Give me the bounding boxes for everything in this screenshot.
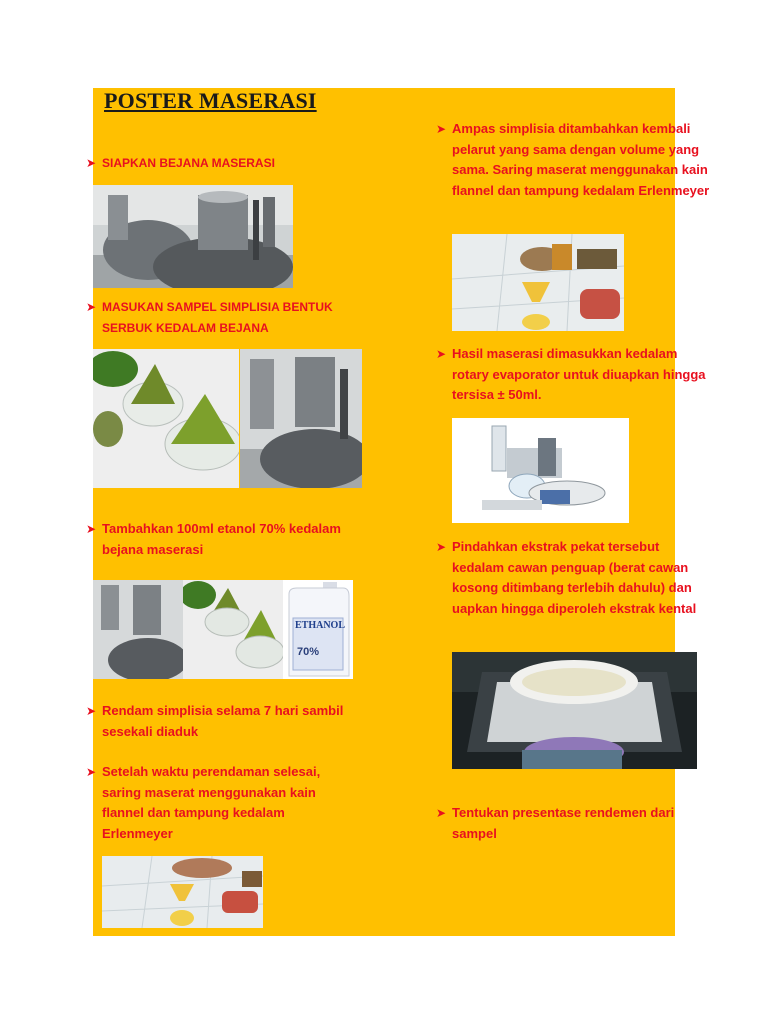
photo-rotary-evaporator [452, 418, 629, 523]
step-6 [436, 119, 720, 201]
ethanol-label-name: ETHANOL [295, 620, 346, 631]
step-2-text: MASUKAN SAMPEL SIMPLISIA BENTUK SERBUK KEDALAM BEJANA [102, 300, 333, 335]
step-3-text: Tambahkan 100ml etanol 70% kedalam bejana maserasi [102, 521, 341, 557]
step-2 [86, 297, 362, 338]
step-7 [436, 344, 714, 406]
photo-powder-2 [183, 580, 283, 679]
photo-vessel-2 [240, 349, 362, 488]
photo-ethanol-bottle [283, 580, 353, 679]
step-1 [86, 153, 302, 174]
step-4-text: Rendam simplisia selama 7 hari sambil sesekali diaduk [102, 703, 344, 739]
poster-title: POSTER MASERASI [104, 88, 317, 113]
step-9-text: Tentukan presentase rendemen dari sampel [452, 805, 675, 841]
step-8 [436, 537, 714, 619]
arrow-bullet-icon: ➤ [436, 347, 447, 361]
step-8-text: Pindahkan ekstrak pekat tersebut kedalam cawan penguap (berat cawan kosong ditimbang terlebih dahulu) dan uapkan hingga diperoleh ekstrak kental [452, 539, 697, 616]
step-4 [86, 701, 364, 742]
photo-vessel-3 [93, 580, 183, 679]
step-3 [86, 519, 364, 560]
arrow-bullet-icon: ➤ [436, 122, 447, 136]
photo-simplisia-powder [93, 349, 239, 488]
photo-filtering-right [452, 234, 624, 331]
arrow-bullet-icon: ➤ [86, 765, 97, 779]
ethanol-label-percent: 70% [297, 646, 320, 658]
step-5-text: Setelah waktu perendaman selesai, saring maserat menggunakan kain flannel dan tampung kedalam Erlenmeyer [102, 764, 321, 841]
photo-evaporating-dish [452, 652, 697, 769]
arrow-bullet-icon: ➤ [436, 806, 447, 820]
arrow-bullet-icon: ➤ [436, 540, 447, 554]
arrow-bullet-icon: ➤ [86, 300, 97, 314]
step-6-text: Ampas simplisia ditambahkan kembali pelarut yang sama dengan volume yang sama. Saring maserat menggunakan kain flannel dan tampung kedalam Erlenmeyer [452, 121, 710, 198]
arrow-bullet-icon: ➤ [86, 522, 97, 536]
arrow-bullet-icon: ➤ [86, 156, 97, 170]
arrow-bullet-icon: ➤ [86, 704, 97, 718]
photo-maceration-vessel [93, 185, 293, 288]
step-9 [436, 803, 714, 844]
step-1-text: SIAPKAN BEJANA MASERASI [102, 156, 275, 170]
step-7-text: Hasil maserasi dimasukkan kedalam rotary evaporator untuk diuapkan hingga tersisa ± 50ml. [452, 346, 706, 402]
photo-filtering-left [102, 856, 263, 928]
step-5 [86, 762, 352, 844]
